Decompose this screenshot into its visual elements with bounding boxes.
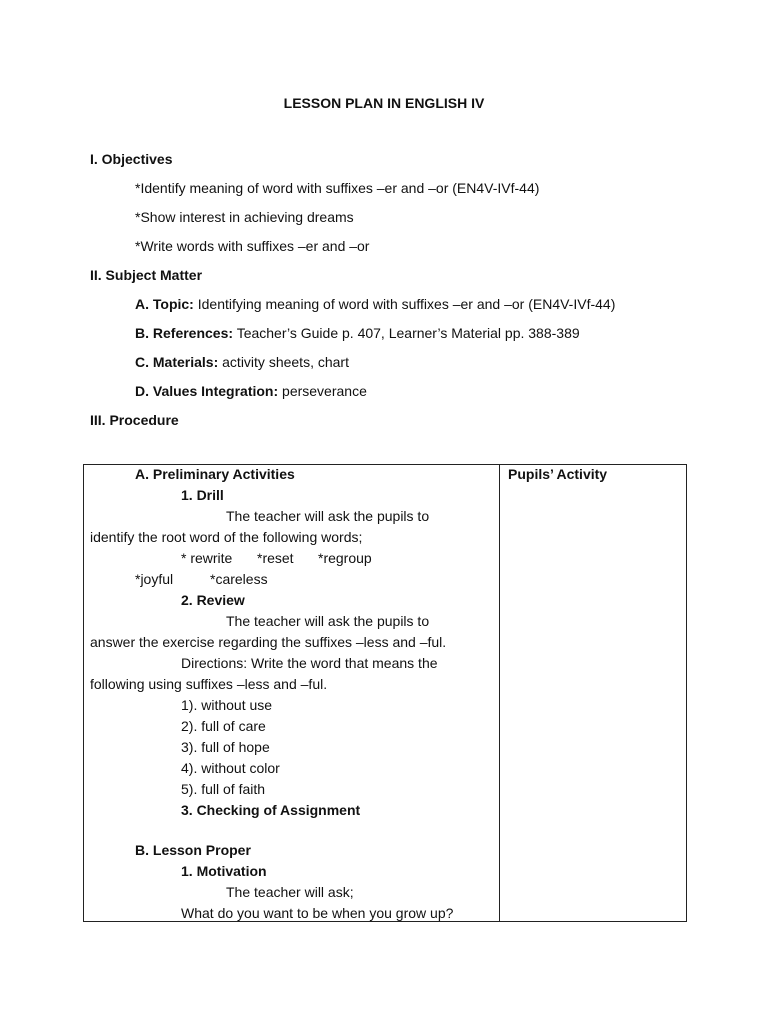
values-label: D. Values Integration: (135, 383, 279, 399)
materials-value: activity sheets, chart (222, 354, 349, 370)
review-item: 4). without color (181, 760, 280, 776)
drill-line: identify the root word of the following words; (90, 529, 363, 545)
values-value: perseverance (282, 383, 367, 399)
checking-heading: 3. Checking of Assignment (181, 802, 361, 818)
drill-word: *regroup (318, 550, 372, 566)
review-line: answer the exercise regarding the suffixes –less and –ful. (90, 634, 447, 650)
objective-item: *Show interest in achieving dreams (135, 209, 354, 225)
review-line: The teacher will ask the pupils to (226, 613, 430, 629)
review-item: 2). full of care (181, 718, 266, 734)
drill-heading: 1. Drill (181, 487, 224, 503)
objective-item: *Write words with suffixes –er and –or (135, 238, 370, 254)
procedure-heading: III. Procedure (90, 412, 179, 428)
procedure-table (83, 464, 687, 922)
references-label: B. References: (135, 325, 234, 341)
topic-label: A. Topic: (135, 296, 194, 312)
review-item: 5). full of faith (181, 781, 266, 797)
drill-line: The teacher will ask the pupils to (226, 508, 430, 524)
drill-word: *reset (257, 550, 294, 566)
drill-word: *joyful (135, 571, 174, 587)
motivation-line: The teacher will ask; (226, 884, 354, 900)
motivation-line: What do you want to be when you grow up? (181, 905, 454, 921)
review-item: 1). without use (181, 697, 273, 713)
objectives-heading: I. Objectives (90, 151, 173, 167)
teacher-activity-cell (84, 465, 500, 922)
review-directions: Directions: Write the word that means the (181, 655, 438, 671)
topic-value: Identifying meaning of word with suffixes –er and –or (EN4V-IVf-44) (197, 296, 616, 312)
page-title: LESSON PLAN IN ENGLISH IV (283, 95, 485, 111)
objective-item: *Identify meaning of word with suffixes –er and –or (EN4V-IVf-44) (135, 180, 540, 196)
materials-label: C. Materials: (135, 354, 219, 370)
subject-matter-references (135, 324, 580, 342)
pupils-activity-cell (500, 465, 687, 922)
drill-word: *careless (210, 571, 268, 587)
lesson-proper-heading: B. Lesson Proper (135, 842, 251, 858)
motivation-heading: 1. Motivation (181, 863, 267, 879)
subject-matter-values (135, 382, 367, 400)
references-value: Teacher’s Guide p. 407, Learner’s Material pp. 388-389 (236, 325, 580, 341)
review-heading: 2. Review (181, 592, 245, 608)
preliminary-heading: A. Preliminary Activities (135, 466, 295, 482)
review-directions: following using suffixes –less and –ful. (90, 676, 328, 692)
pupils-activity-header: Pupils’ Activity (508, 466, 608, 482)
subject-matter-heading: II. Subject Matter (90, 267, 203, 283)
subject-matter-topic (135, 295, 615, 313)
review-item: 3). full of hope (181, 739, 270, 755)
subject-matter-materials (135, 353, 349, 371)
drill-word: * rewrite (181, 550, 233, 566)
